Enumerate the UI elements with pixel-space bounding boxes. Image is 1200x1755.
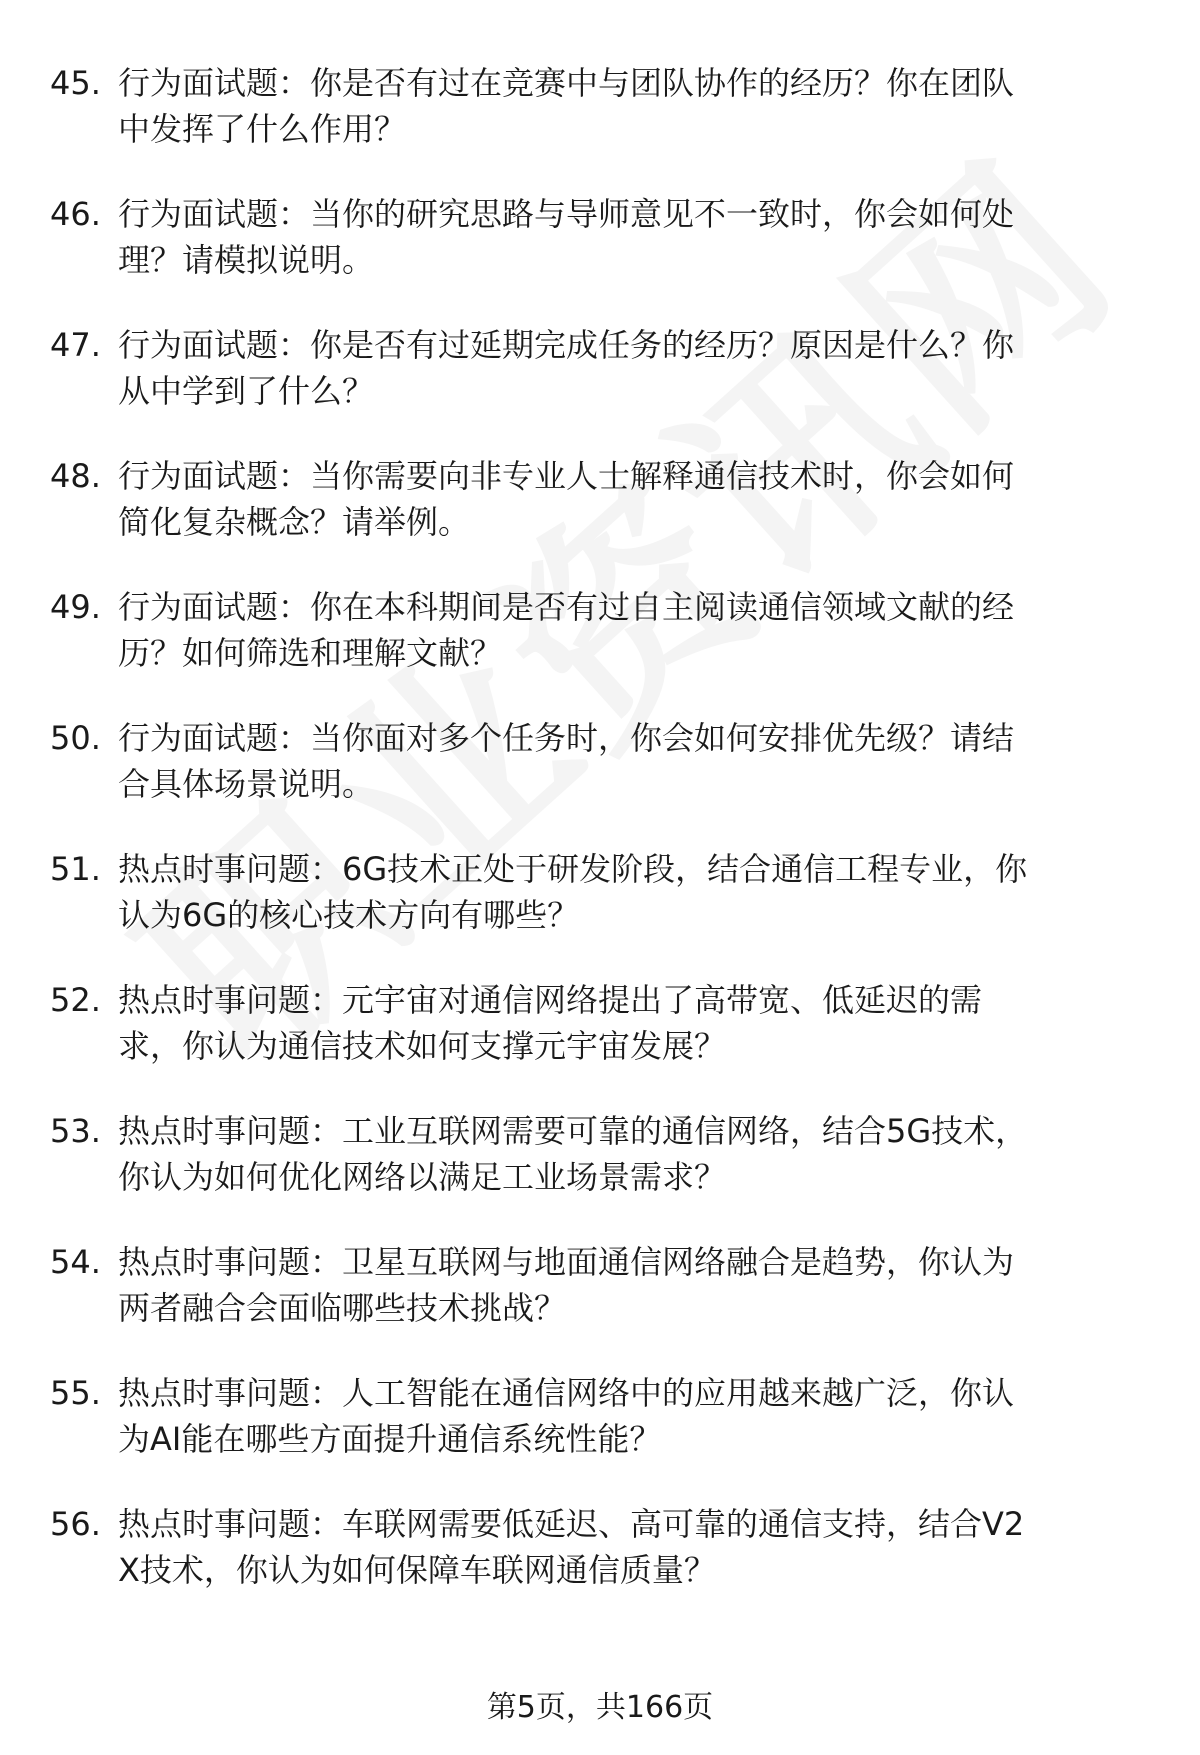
question-text: 热点时事问题：元宇宙对通信网络提出了高带宽、低延迟的需求，你认为通信技术如何支撑元宇宙发展？ xyxy=(118,981,983,1065)
question-number: 45. xyxy=(50,64,101,102)
question-item xyxy=(0,584,1200,715)
question-text: 热点时事问题：人工智能在通信网络中的应用越来越广泛，你认为AI能在哪些方面提升通信系统性能？ xyxy=(118,1374,1015,1458)
question-item xyxy=(0,322,1200,453)
question-text: 热点时事问题：6G技术正处于研发阶段，结合通信工程专业，你认为6G的核心技术方向有哪些？ xyxy=(118,850,1028,934)
question-number: 54. xyxy=(50,1243,101,1281)
question-item xyxy=(0,453,1200,584)
question-item xyxy=(0,846,1200,977)
question-number: 56. xyxy=(50,1505,101,1543)
question-number: 47. xyxy=(50,326,101,364)
question-number: 53. xyxy=(50,1112,101,1150)
question-text: 行为面试题：当你需要向非专业人士解释通信技术时，你会如何简化复杂概念？请举例。 xyxy=(118,457,1015,541)
question-number: 46. xyxy=(50,195,101,233)
question-number: 52. xyxy=(50,981,101,1019)
question-text: 热点时事问题：卫星互联网与地面通信网络融合是趋势，你认为两者融合会面临哪些技术挑战？ xyxy=(118,1243,1015,1327)
question-item xyxy=(0,1501,1200,1632)
question-text: 行为面试题：当你的研究思路与导师意见不一致时，你会如何处理？请模拟说明。 xyxy=(118,195,1015,279)
question-text: 行为面试题：你是否有过在竞赛中与团队协作的经历？你在团队中发挥了什么作用？ xyxy=(118,64,1015,148)
question-text: 热点时事问题：工业互联网需要可靠的通信网络，结合5G技术，你认为如何优化网络以满足工业场景需求？ xyxy=(118,1112,1028,1196)
question-text: 行为面试题：当你面对多个任务时，你会如何安排优先级？请结合具体场景说明。 xyxy=(118,719,1015,803)
question-text: 热点时事问题：车联网需要低延迟、高可靠的通信支持，结合V2X技术，你认为如何保障车联网通信质量？ xyxy=(118,1505,1025,1589)
question-item xyxy=(0,1108,1200,1239)
question-number: 48. xyxy=(50,457,101,495)
question-text: 行为面试题：你是否有过延期完成任务的经历？原因是什么？你从中学到了什么？ xyxy=(118,326,1015,410)
question-item xyxy=(0,715,1200,846)
question-list xyxy=(0,60,1200,1632)
question-item xyxy=(0,1370,1200,1501)
question-number: 55. xyxy=(50,1374,101,1412)
question-text: 行为面试题：你在本科期间是否有过自主阅读通信领域文献的经历？如何筛选和理解文献？ xyxy=(118,588,1015,672)
question-number: 49. xyxy=(50,588,101,626)
question-item xyxy=(0,60,1200,191)
question-number: 50. xyxy=(50,719,101,757)
page-footer: 第5页，共166页 xyxy=(486,1690,714,1725)
question-item xyxy=(0,1239,1200,1370)
question-number: 51. xyxy=(50,850,101,888)
question-item xyxy=(0,977,1200,1108)
question-item xyxy=(0,191,1200,322)
